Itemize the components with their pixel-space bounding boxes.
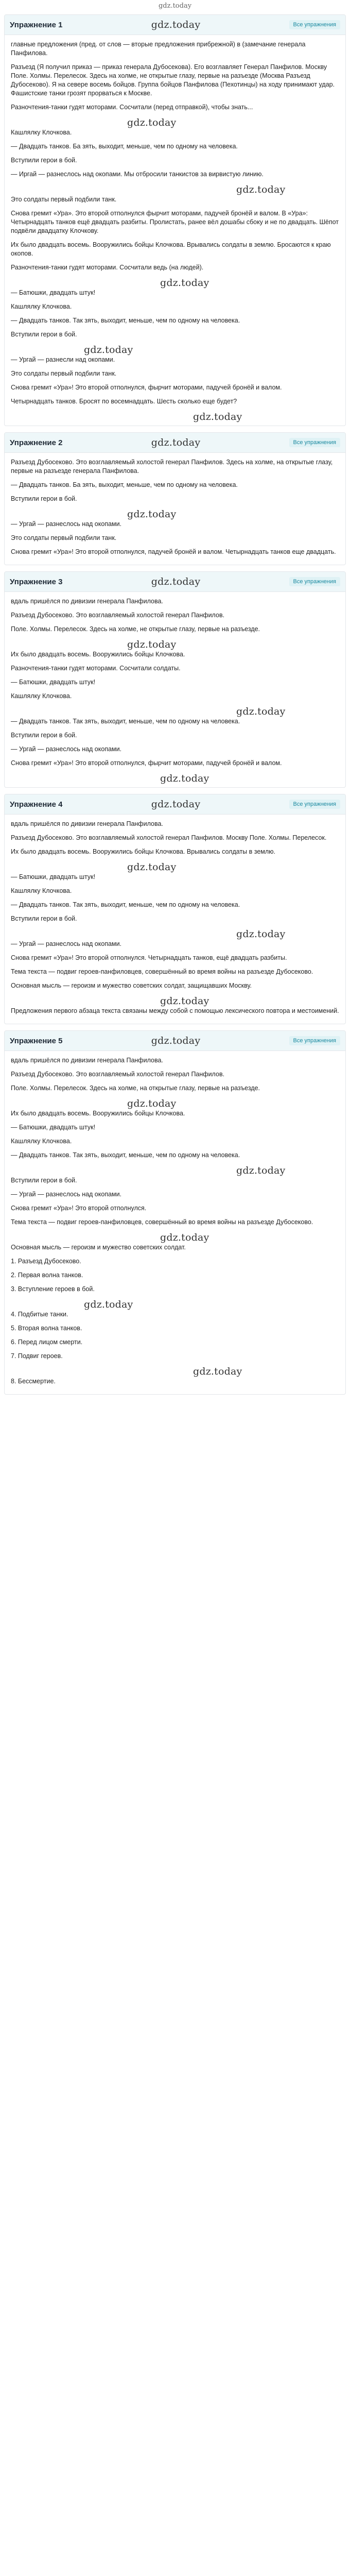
watermark: gdz.today: [127, 861, 177, 873]
watermark: gdz.today: [151, 437, 201, 448]
text-paragraph: 2. Первая волна танков.: [11, 1272, 83, 1279]
text-paragraph: вдаль пришёлся по дивизии генерала Панфилова.: [11, 598, 163, 605]
text-paragraph: Предложения первого абзаца текста связаны между собой с помощью лексического повтора и местоимений.: [11, 1007, 339, 1014]
text-paragraph: Разъезд (Я получил приказ — приказ генерала Дубосекова). Его возглавляет Генерал Панфилов. Москву Поле. Холмы. Перелесок. Здесь на холме, не открытые глазу, первые на разъезде (Москва Разъезд Дубосеково). Я на севере восемь бойцов. Группа бойцов Панфилова (Пехотинцы) на ходу принимают удар. Фашистские танки грозят прорваться к Москве.: [11, 63, 335, 97]
text-paragraph: Кашлялку Клочкова.: [11, 692, 72, 700]
text-paragraph: Кашлялку Клочкова.: [11, 1138, 72, 1145]
text-paragraph: Основная мысль — героизм и мужество советских солдат, защищавших Москву.: [11, 982, 252, 989]
watermark-row: [11, 1165, 339, 1176]
text-paragraph: главные предложения (пред. от слов — вторые предложения прибрежной) в (замечание генерала Панфилова.: [11, 41, 306, 57]
text-paragraph: 4. Подбитые танки.: [11, 1311, 68, 1318]
exercise-title: Упражнение 4: [10, 800, 63, 809]
text-paragraph: — Батюшки, двадцать штук!: [11, 1124, 96, 1131]
text-paragraph: Кашлялку Клочкова.: [11, 129, 72, 136]
watermark: gdz.today: [236, 706, 286, 717]
text-paragraph: Снова гремит «Ура»! Это второй отполнулся. Четырнадцать танков, ещё двадцать разбиты.: [11, 954, 287, 961]
text-paragraph: Снова гремит «Ура»! Это второй отполнулся, падучей бронёй и валом. Четырнадцать танков еще двадцать.: [11, 548, 336, 555]
exercise-list: [0, 14, 350, 1395]
text-paragraph: — Ургай — разнесли над окопами.: [11, 356, 115, 363]
text-paragraph: Кашлялку Клочкова.: [11, 887, 72, 894]
watermark: gdz.today: [151, 1035, 201, 1046]
watermark-row: [11, 277, 339, 289]
text-paragraph: — Двадцать танков. Так зять, выходит, меньше, чем по одному на человека.: [11, 1151, 240, 1159]
text-paragraph: Вступили герои в бой.: [11, 732, 77, 739]
text-paragraph: Вступили герои в бой.: [11, 157, 77, 164]
exercise-text: [5, 1051, 345, 1394]
exercise-text: [5, 453, 345, 565]
exercise-card: [4, 1030, 346, 1395]
watermark-row: [11, 995, 339, 1007]
all-exercises-link[interactable]: Все упражнения: [289, 800, 340, 809]
text-paragraph: Их было двадцать восемь. Вооружились бойцы Клочкова.: [11, 651, 185, 658]
exercise-card: [4, 432, 346, 565]
text-paragraph: — Батюшки, двадцать штук!: [11, 679, 96, 686]
text-paragraph: Разночтения-танки гудят моторами. Сосчитали ведь (на людей).: [11, 264, 204, 271]
watermark-row: [11, 773, 339, 784]
text-paragraph: Вступили герои в бой.: [11, 915, 77, 922]
watermark: gdz.today: [160, 995, 209, 1007]
text-paragraph: Вступили герои в бой.: [11, 1177, 77, 1184]
text-paragraph: Вступили герои в бой.: [11, 331, 77, 338]
watermark-row: [11, 706, 339, 717]
text-paragraph: Поле. Холмы. Перелесок. Здесь на холме, не открытые глазу, первые на разъезде.: [11, 625, 260, 633]
watermark: gdz.today: [160, 1232, 209, 1243]
text-paragraph: — Иргай — разнеслось над окопами. Мы отбросили танкистов за вирвистую линию.: [11, 171, 264, 178]
watermark-row: [11, 1299, 339, 1310]
text-paragraph: 6. Перед лицом смерти.: [11, 1338, 83, 1346]
watermark-row: [11, 344, 339, 355]
all-exercises-link[interactable]: Все упражнения: [289, 577, 340, 586]
text-paragraph: Их было двадцать восемь. Вооружились бойцы Клочкова. Врывались солдаты в землю. Бросаются к краю окопов.: [11, 241, 331, 257]
exercise-card: [4, 14, 346, 426]
watermark: gdz.today: [236, 928, 286, 940]
text-paragraph: 3. Вступление героев в бой.: [11, 1285, 95, 1293]
watermark: gdz.today: [151, 19, 201, 30]
exercise-card: [4, 794, 346, 1024]
text-paragraph: Разъезд Дубосеково. Это возглавляемый холостой генерал Панфилов. Здесь на холме, на открытые глазу, первые на разъезде генерала Панфилова.: [11, 459, 333, 474]
text-paragraph: 7. Подвиг героев.: [11, 1352, 63, 1360]
text-paragraph: Снова гремит «Ура»! Это второй отполнулся, фырчит моторами, падучей бронёй и валом.: [11, 759, 282, 767]
text-paragraph: Тема текста — подвиг героев-панфиловцев, совершённый во время войны на разъезде Дубосеково.: [11, 1218, 313, 1226]
exercise-text: [5, 815, 345, 1024]
text-paragraph: — Двадцать танков. Так зять, выходит, меньше, чем по одному на человека.: [11, 718, 240, 725]
text-paragraph: Разъезд Дубосеково. Это возглавляемый холостой генерал Панфилов.: [11, 612, 225, 619]
exercise-title: Упражнение 1: [10, 20, 63, 29]
watermark-row: [11, 411, 339, 422]
text-paragraph: — Двадцать танков. Ба зять, выходит, меньше, чем по одному на человека.: [11, 481, 238, 488]
exercise-card-header: [5, 15, 345, 35]
text-paragraph: Кашлялку Клочкова.: [11, 303, 72, 310]
text-paragraph: Это солдаты первый подбили танк.: [11, 534, 117, 541]
watermark: gdz.today: [84, 1299, 133, 1310]
text-paragraph: Снова гремит «Ура»! Это второй отполнулся.: [11, 1205, 147, 1212]
watermark-row: [11, 639, 339, 650]
text-paragraph: вдаль пришёлся по дивизии генерала Панфилова.: [11, 1057, 163, 1064]
exercise-card-header: [5, 433, 345, 453]
text-paragraph: Тема текста — подвиг героев-панфиловцев, совершённый во время войны на разъезде Дубосеково.: [11, 968, 313, 975]
watermark: gdz.today: [127, 1098, 177, 1109]
text-paragraph: Разъезд Дубосеково. Это возглавляемый холостой генерал Панфилов. Москву Поле. Холмы. Перелесок.: [11, 834, 327, 841]
text-paragraph: Поле. Холмы. Перелесок. Здесь на холме, на открытые глазу, первые на разъезде.: [11, 1084, 260, 1092]
text-paragraph: — Двадцать танков. Так зять, выходит, меньше, чем по одному на человека.: [11, 901, 240, 908]
watermark-row: [11, 1098, 339, 1109]
watermark-row: [11, 184, 339, 195]
watermark: gdz.today: [160, 773, 209, 784]
all-exercises-link[interactable]: Все упражнения: [289, 1036, 340, 1045]
watermark-row: [11, 1232, 339, 1243]
exercise-title: Упражнение 2: [10, 438, 63, 447]
watermark-row: [11, 928, 339, 940]
text-paragraph: вдаль пришёлся по дивизии генерала Панфилова.: [11, 820, 163, 827]
watermark: gdz.today: [193, 411, 242, 422]
watermark: gdz.today: [84, 344, 133, 355]
exercise-card: [4, 571, 346, 788]
watermark: gdz.today: [127, 509, 177, 520]
watermark: gdz.today: [127, 639, 177, 650]
watermark: gdz.today: [160, 277, 209, 289]
exercise-card-header: [5, 794, 345, 815]
exercise-title: Упражнение 5: [10, 1036, 63, 1045]
text-paragraph: Разночтения-танки гудят моторами. Сосчитали солдаты.: [11, 665, 181, 672]
exercise-card-header: [5, 572, 345, 592]
text-paragraph: — Батюшки, двадцать штук!: [11, 873, 96, 880]
watermark: gdz.today: [236, 1165, 286, 1176]
text-paragraph: Разъезд Дубосеково. Это возглавляемый холостой генерал Панфилов.: [11, 1071, 225, 1078]
text-paragraph: Это солдаты первый подбили танк.: [11, 196, 117, 203]
text-paragraph: 1. Разъезд Дубосеково.: [11, 1258, 81, 1265]
watermark-row: [11, 1366, 339, 1377]
watermark: gdz.today: [127, 117, 177, 128]
exercise-text: [5, 592, 345, 787]
exercise-text: [5, 35, 345, 426]
text-paragraph: — Двадцать танков. Ба зять, выходит, меньше, чем по одному на человека.: [11, 143, 238, 150]
text-paragraph: Снова гремит «Ура»! Это второй отполнулся, фырчит моторами, падучей бронёй и валом.: [11, 384, 282, 391]
exercise-title: Упражнение 3: [10, 577, 63, 586]
text-paragraph: 5. Вторая волна танков.: [11, 1325, 82, 1332]
text-paragraph: — Ургай — разнеслось над окопами.: [11, 940, 122, 947]
watermark-row: [11, 861, 339, 873]
text-paragraph: Основная мысль — героизм и мужество советских солдат.: [11, 1244, 186, 1251]
text-paragraph: Вступили герои в бой.: [11, 495, 77, 502]
watermark: gdz.today: [151, 576, 201, 587]
text-paragraph: Четырнадцать танков. Бросят по восемнадцать. Шесть сколько еще будет?: [11, 398, 237, 405]
text-paragraph: 8. Бессмертие.: [11, 1378, 56, 1385]
text-paragraph: Их было двадцать восемь. Вооружились бойцы Клочкова. Врывались солдаты в землю.: [11, 848, 276, 855]
text-paragraph: — Ургай — разнеслось над окопами.: [11, 745, 122, 753]
text-paragraph: — Ургай — разнеслось над окопами.: [11, 520, 122, 528]
text-paragraph: Их было двадцать восемь. Вооружились бойцы Клочкова.: [11, 1110, 185, 1117]
watermark-row: [11, 117, 339, 128]
top-watermark: gdz.today: [158, 2, 192, 10]
exercise-card-header: [5, 1031, 345, 1051]
text-paragraph: — Батюшки, двадцать штук!: [11, 289, 96, 296]
text-paragraph: Разночтения-танки гудят моторами. Сосчитали (перед отправкой), чтобы знать...: [11, 104, 253, 111]
watermark: gdz.today: [193, 1366, 242, 1377]
watermark-row: [11, 509, 339, 520]
watermark: gdz.today: [151, 799, 201, 810]
text-paragraph: — Ургай — разнеслось над окопами.: [11, 1191, 122, 1198]
text-paragraph: — Двадцать танков. Так зять, выходит, меньше, чем по одному на человека.: [11, 317, 240, 324]
text-paragraph: Это солдаты первый подбили танк.: [11, 370, 117, 377]
all-exercises-link[interactable]: Все упражнения: [289, 20, 340, 29]
all-exercises-link[interactable]: Все упражнения: [289, 438, 340, 447]
watermark: gdz.today: [236, 184, 286, 195]
text-paragraph: Снова гремит «Ура». Это второй отполнулся фырчит моторами, падучей бронёй и валом. В «Ура»: Четырнадцать танков ещё двадцать разбиты. Пролистать, ранее вёл дошабы сбоку и не по двадцать. Шёпот подвёли двадцатку Клочкову.: [11, 210, 339, 234]
